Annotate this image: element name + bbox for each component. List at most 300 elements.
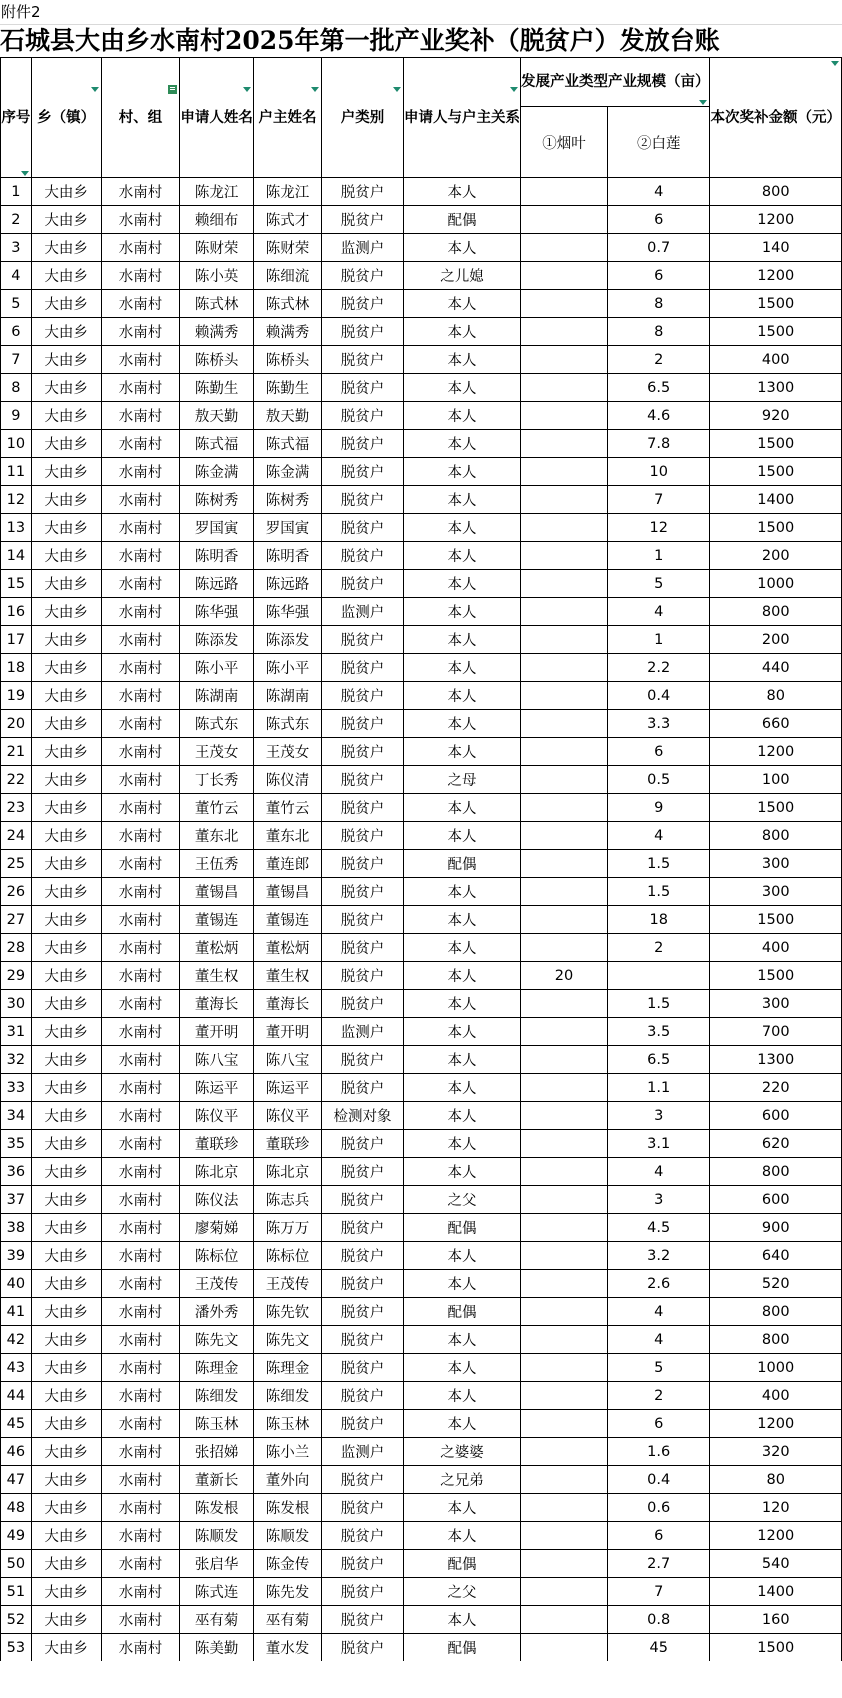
cell-township[interactable]: 大由乡 — [31, 178, 101, 206]
table-row[interactable] — [1, 710, 842, 738]
cell-lotus[interactable]: 4 — [607, 1158, 709, 1186]
cell-household-type[interactable]: 脱贫户 — [322, 178, 404, 206]
cell-household-type[interactable]: 监测户 — [322, 234, 404, 262]
cell-household-head[interactable]: 陈龙江 — [253, 178, 321, 206]
cell-household-head[interactable]: 陈先钦 — [253, 1298, 321, 1326]
cell-lotus[interactable]: 4.6 — [607, 402, 709, 430]
cell-household-type[interactable]: 监测户 — [322, 1018, 404, 1046]
cell-tobacco[interactable] — [520, 486, 607, 514]
cell-seq[interactable]: 30 — [1, 990, 32, 1018]
cell-seq[interactable]: 15 — [1, 570, 32, 598]
cell-amount[interactable]: 80 — [710, 682, 842, 710]
cell-village[interactable]: 水南村 — [101, 1130, 180, 1158]
cell-applicant[interactable]: 陈运平 — [180, 1074, 254, 1102]
cell-tobacco[interactable] — [520, 206, 607, 234]
cell-seq[interactable]: 26 — [1, 878, 32, 906]
cell-lotus[interactable]: 2.6 — [607, 1270, 709, 1298]
cell-township[interactable]: 大由乡 — [31, 262, 101, 290]
cell-applicant[interactable]: 陈桥头 — [180, 346, 254, 374]
cell-tobacco[interactable] — [520, 934, 607, 962]
cell-household-type[interactable]: 脱贫户 — [322, 1298, 404, 1326]
cell-amount[interactable]: 620 — [710, 1130, 842, 1158]
cell-applicant[interactable]: 陈标位 — [180, 1242, 254, 1270]
cell-applicant[interactable]: 陈龙江 — [180, 178, 254, 206]
cell-amount[interactable]: 1200 — [710, 206, 842, 234]
cell-township[interactable]: 大由乡 — [31, 1186, 101, 1214]
cell-village[interactable]: 水南村 — [101, 1018, 180, 1046]
table-row[interactable] — [1, 458, 842, 486]
cell-seq[interactable]: 53 — [1, 1634, 32, 1662]
table-row[interactable] — [1, 1354, 842, 1382]
cell-applicant[interactable]: 张启华 — [180, 1550, 254, 1578]
cell-township[interactable]: 大由乡 — [31, 1046, 101, 1074]
table-row[interactable] — [1, 542, 842, 570]
cell-village[interactable]: 水南村 — [101, 458, 180, 486]
table-row[interactable] — [1, 1158, 842, 1186]
cell-household-head[interactable]: 陈小兰 — [253, 1438, 321, 1466]
cell-amount[interactable]: 1200 — [710, 1410, 842, 1438]
cell-amount[interactable]: 920 — [710, 402, 842, 430]
table-row[interactable] — [1, 1102, 842, 1130]
table-row[interactable] — [1, 906, 842, 934]
cell-household-head[interactable]: 董锡昌 — [253, 878, 321, 906]
cell-tobacco[interactable] — [520, 1018, 607, 1046]
table-row[interactable] — [1, 962, 842, 990]
cell-relation[interactable]: 本人 — [403, 570, 520, 598]
filter-dropdown-icon[interactable] — [21, 171, 29, 176]
cell-relation[interactable]: 配偶 — [403, 1214, 520, 1242]
cell-household-type[interactable]: 脱贫户 — [322, 290, 404, 318]
cell-seq[interactable]: 52 — [1, 1606, 32, 1634]
cell-seq[interactable]: 13 — [1, 514, 32, 542]
cell-household-type[interactable]: 脱贫户 — [322, 458, 404, 486]
cell-household-type[interactable]: 脱贫户 — [322, 1186, 404, 1214]
cell-applicant[interactable]: 陈添发 — [180, 626, 254, 654]
cell-applicant[interactable]: 陈财荣 — [180, 234, 254, 262]
cell-household-head[interactable]: 董外向 — [253, 1466, 321, 1494]
cell-seq[interactable]: 48 — [1, 1494, 32, 1522]
cell-amount[interactable]: 300 — [710, 878, 842, 906]
cell-township[interactable]: 大由乡 — [31, 682, 101, 710]
cell-household-head[interactable]: 陈式林 — [253, 290, 321, 318]
cell-lotus[interactable]: 8 — [607, 318, 709, 346]
cell-village[interactable]: 水南村 — [101, 402, 180, 430]
cell-relation[interactable]: 配偶 — [403, 850, 520, 878]
cell-tobacco[interactable] — [520, 1186, 607, 1214]
cell-lotus[interactable]: 0.8 — [607, 1606, 709, 1634]
cell-amount[interactable]: 1500 — [710, 906, 842, 934]
cell-seq[interactable]: 2 — [1, 206, 32, 234]
cell-lotus[interactable]: 6 — [607, 738, 709, 766]
cell-seq[interactable]: 51 — [1, 1578, 32, 1606]
cell-lotus[interactable]: 2 — [607, 346, 709, 374]
cell-amount[interactable]: 520 — [710, 1270, 842, 1298]
cell-household-head[interactable]: 董竹云 — [253, 794, 321, 822]
table-row[interactable] — [1, 1382, 842, 1410]
cell-applicant[interactable]: 董联珍 — [180, 1130, 254, 1158]
cell-lotus[interactable]: 2 — [607, 1382, 709, 1410]
cell-amount[interactable]: 1500 — [710, 794, 842, 822]
cell-household-head[interactable]: 董连郎 — [253, 850, 321, 878]
cell-lotus[interactable]: 2.7 — [607, 1550, 709, 1578]
cell-household-head[interactable]: 陈财荣 — [253, 234, 321, 262]
cell-seq[interactable]: 11 — [1, 458, 32, 486]
cell-lotus[interactable]: 45 — [607, 1634, 709, 1662]
cell-amount[interactable]: 1400 — [710, 1578, 842, 1606]
cell-applicant[interactable]: 董生权 — [180, 962, 254, 990]
cell-lotus[interactable]: 6 — [607, 1410, 709, 1438]
header-applicant[interactable]: 申请人姓名 — [180, 58, 254, 178]
cell-seq[interactable]: 27 — [1, 906, 32, 934]
cell-tobacco[interactable] — [520, 1298, 607, 1326]
cell-amount[interactable]: 200 — [710, 542, 842, 570]
cell-relation[interactable]: 本人 — [403, 1354, 520, 1382]
cell-township[interactable]: 大由乡 — [31, 710, 101, 738]
cell-household-type[interactable]: 脱贫户 — [322, 486, 404, 514]
table-row[interactable] — [1, 1186, 842, 1214]
cell-tobacco[interactable] — [520, 1410, 607, 1438]
table-row[interactable] — [1, 1438, 842, 1466]
cell-lotus[interactable]: 0.4 — [607, 1466, 709, 1494]
cell-tobacco[interactable] — [520, 1354, 607, 1382]
table-row[interactable] — [1, 1298, 842, 1326]
cell-township[interactable]: 大由乡 — [31, 1326, 101, 1354]
cell-lotus[interactable]: 2.2 — [607, 654, 709, 682]
cell-applicant[interactable]: 陈小平 — [180, 654, 254, 682]
cell-amount[interactable]: 1200 — [710, 1522, 842, 1550]
cell-applicant[interactable]: 丁长秀 — [180, 766, 254, 794]
header-relation[interactable]: 申请人与户主关系 — [403, 58, 520, 178]
table-row[interactable] — [1, 682, 842, 710]
cell-applicant[interactable]: 董东北 — [180, 822, 254, 850]
cell-relation[interactable]: 本人 — [403, 962, 520, 990]
table-row[interactable] — [1, 1018, 842, 1046]
cell-seq[interactable]: 49 — [1, 1522, 32, 1550]
table-row[interactable] — [1, 878, 842, 906]
cell-household-head[interactable]: 陈式东 — [253, 710, 321, 738]
cell-township[interactable]: 大由乡 — [31, 598, 101, 626]
cell-relation[interactable]: 本人 — [403, 290, 520, 318]
table-row[interactable] — [1, 990, 842, 1018]
cell-lotus[interactable]: 3.3 — [607, 710, 709, 738]
cell-amount[interactable]: 300 — [710, 990, 842, 1018]
cell-household-type[interactable]: 检测对象 — [322, 1102, 404, 1130]
cell-tobacco[interactable] — [520, 850, 607, 878]
cell-amount[interactable]: 800 — [710, 1298, 842, 1326]
table-row[interactable] — [1, 206, 842, 234]
cell-applicant[interactable]: 陈远路 — [180, 570, 254, 598]
cell-amount[interactable]: 1500 — [710, 458, 842, 486]
cell-relation[interactable]: 本人 — [403, 1046, 520, 1074]
cell-household-head[interactable]: 董松炳 — [253, 934, 321, 962]
cell-amount[interactable]: 200 — [710, 626, 842, 654]
cell-lotus[interactable]: 4 — [607, 178, 709, 206]
table-row[interactable] — [1, 794, 842, 822]
cell-seq[interactable]: 46 — [1, 1438, 32, 1466]
cell-village[interactable]: 水南村 — [101, 1410, 180, 1438]
cell-relation[interactable]: 本人 — [403, 346, 520, 374]
cell-tobacco[interactable] — [520, 598, 607, 626]
cell-household-type[interactable]: 脱贫户 — [322, 1634, 404, 1662]
cell-lotus[interactable]: 8 — [607, 290, 709, 318]
cell-relation[interactable]: 本人 — [403, 906, 520, 934]
filter-dropdown-icon[interactable] — [91, 87, 99, 92]
cell-applicant[interactable]: 张招娣 — [180, 1438, 254, 1466]
cell-applicant[interactable]: 陈仪平 — [180, 1102, 254, 1130]
cell-township[interactable]: 大由乡 — [31, 402, 101, 430]
cell-tobacco[interactable] — [520, 318, 607, 346]
cell-seq[interactable]: 22 — [1, 766, 32, 794]
cell-applicant[interactable]: 王茂传 — [180, 1270, 254, 1298]
cell-village[interactable]: 水南村 — [101, 1046, 180, 1074]
cell-household-type[interactable]: 脱贫户 — [322, 570, 404, 598]
cell-applicant[interactable]: 陈明香 — [180, 542, 254, 570]
cell-tobacco[interactable] — [520, 542, 607, 570]
cell-village[interactable]: 水南村 — [101, 1634, 180, 1662]
cell-lotus[interactable]: 3 — [607, 1186, 709, 1214]
cell-applicant[interactable]: 董新长 — [180, 1466, 254, 1494]
cell-seq[interactable]: 42 — [1, 1326, 32, 1354]
cell-amount[interactable]: 100 — [710, 766, 842, 794]
cell-seq[interactable]: 8 — [1, 374, 32, 402]
cell-seq[interactable]: 9 — [1, 402, 32, 430]
table-row[interactable] — [1, 1522, 842, 1550]
cell-household-type[interactable]: 脱贫户 — [322, 654, 404, 682]
cell-household-type[interactable]: 脱贫户 — [322, 1522, 404, 1550]
cell-seq[interactable]: 41 — [1, 1298, 32, 1326]
cell-seq[interactable]: 24 — [1, 822, 32, 850]
cell-lotus[interactable]: 7 — [607, 1578, 709, 1606]
cell-township[interactable]: 大由乡 — [31, 794, 101, 822]
cell-applicant[interactable]: 陈北京 — [180, 1158, 254, 1186]
cell-tobacco[interactable] — [520, 1382, 607, 1410]
cell-village[interactable]: 水南村 — [101, 1382, 180, 1410]
cell-village[interactable]: 水南村 — [101, 1438, 180, 1466]
table-row[interactable] — [1, 654, 842, 682]
cell-amount[interactable]: 800 — [710, 1158, 842, 1186]
cell-relation[interactable]: 本人 — [403, 822, 520, 850]
table-row[interactable] — [1, 346, 842, 374]
cell-household-type[interactable]: 监测户 — [322, 1438, 404, 1466]
cell-relation[interactable]: 本人 — [403, 1242, 520, 1270]
cell-township[interactable]: 大由乡 — [31, 822, 101, 850]
cell-township[interactable]: 大由乡 — [31, 1130, 101, 1158]
cell-applicant[interactable]: 陈顺发 — [180, 1522, 254, 1550]
cell-applicant[interactable]: 董开明 — [180, 1018, 254, 1046]
cell-amount[interactable]: 540 — [710, 1550, 842, 1578]
cell-township[interactable]: 大由乡 — [31, 430, 101, 458]
cell-household-head[interactable]: 王茂女 — [253, 738, 321, 766]
cell-seq[interactable]: 43 — [1, 1354, 32, 1382]
cell-village[interactable]: 水南村 — [101, 1578, 180, 1606]
cell-seq[interactable]: 3 — [1, 234, 32, 262]
header-village[interactable]: 村、组 — [101, 58, 180, 178]
table-row[interactable] — [1, 290, 842, 318]
cell-village[interactable]: 水南村 — [101, 1158, 180, 1186]
cell-household-type[interactable]: 脱贫户 — [322, 682, 404, 710]
table-row[interactable] — [1, 598, 842, 626]
cell-relation[interactable]: 本人 — [403, 1382, 520, 1410]
cell-household-head[interactable]: 陈添发 — [253, 626, 321, 654]
cell-relation[interactable]: 本人 — [403, 1410, 520, 1438]
cell-household-head[interactable]: 陈八宝 — [253, 1046, 321, 1074]
cell-amount[interactable]: 80 — [710, 1466, 842, 1494]
cell-village[interactable]: 水南村 — [101, 486, 180, 514]
cell-village[interactable]: 水南村 — [101, 206, 180, 234]
cell-applicant[interactable]: 董海长 — [180, 990, 254, 1018]
cell-village[interactable]: 水南村 — [101, 906, 180, 934]
cell-township[interactable]: 大由乡 — [31, 766, 101, 794]
cell-amount[interactable]: 1000 — [710, 1354, 842, 1382]
cell-village[interactable]: 水南村 — [101, 430, 180, 458]
cell-household-head[interactable]: 陈树秀 — [253, 486, 321, 514]
cell-applicant[interactable]: 陈式连 — [180, 1578, 254, 1606]
cell-relation[interactable]: 本人 — [403, 1270, 520, 1298]
cell-lotus[interactable]: 2 — [607, 934, 709, 962]
cell-township[interactable]: 大由乡 — [31, 1494, 101, 1522]
cell-household-head[interactable]: 陈标位 — [253, 1242, 321, 1270]
filter-dropdown-icon[interactable] — [699, 100, 707, 105]
cell-lotus[interactable]: 18 — [607, 906, 709, 934]
cell-tobacco[interactable] — [520, 710, 607, 738]
cell-household-head[interactable]: 董水发 — [253, 1634, 321, 1662]
cell-village[interactable]: 水南村 — [101, 1270, 180, 1298]
table-row[interactable] — [1, 486, 842, 514]
cell-amount[interactable]: 600 — [710, 1102, 842, 1130]
cell-lotus[interactable]: 0.4 — [607, 682, 709, 710]
cell-township[interactable]: 大由乡 — [31, 1242, 101, 1270]
cell-village[interactable]: 水南村 — [101, 1242, 180, 1270]
cell-seq[interactable]: 12 — [1, 486, 32, 514]
cell-amount[interactable]: 1500 — [710, 430, 842, 458]
cell-village[interactable]: 水南村 — [101, 1074, 180, 1102]
cell-applicant[interactable]: 董锡昌 — [180, 878, 254, 906]
cell-tobacco[interactable] — [520, 1634, 607, 1662]
cell-applicant[interactable]: 敖天勤 — [180, 402, 254, 430]
table-row[interactable] — [1, 1326, 842, 1354]
cell-tobacco[interactable] — [520, 234, 607, 262]
filter-dropdown-icon[interactable] — [510, 87, 518, 92]
cell-lotus[interactable]: 1.1 — [607, 1074, 709, 1102]
cell-relation[interactable]: 本人 — [403, 990, 520, 1018]
cell-village[interactable]: 水南村 — [101, 934, 180, 962]
cell-village[interactable]: 水南村 — [101, 850, 180, 878]
table-row[interactable] — [1, 1494, 842, 1522]
cell-household-head[interactable]: 陈理金 — [253, 1354, 321, 1382]
cell-seq[interactable]: 29 — [1, 962, 32, 990]
cell-village[interactable]: 水南村 — [101, 1522, 180, 1550]
cell-relation[interactable]: 本人 — [403, 1606, 520, 1634]
cell-lotus[interactable]: 1 — [607, 626, 709, 654]
cell-seq[interactable]: 4 — [1, 262, 32, 290]
cell-amount[interactable]: 800 — [710, 822, 842, 850]
cell-applicant[interactable]: 潘外秀 — [180, 1298, 254, 1326]
cell-amount[interactable]: 1200 — [710, 738, 842, 766]
table-row[interactable] — [1, 374, 842, 402]
cell-lotus[interactable]: 4 — [607, 822, 709, 850]
cell-township[interactable]: 大由乡 — [31, 458, 101, 486]
cell-household-head[interactable]: 陈细发 — [253, 1382, 321, 1410]
cell-applicant[interactable]: 赖细布 — [180, 206, 254, 234]
cell-amount[interactable]: 440 — [710, 654, 842, 682]
cell-lotus[interactable]: 6 — [607, 206, 709, 234]
cell-household-type[interactable]: 脱贫户 — [322, 542, 404, 570]
cell-relation[interactable]: 本人 — [403, 878, 520, 906]
table-row[interactable] — [1, 1578, 842, 1606]
cell-household-head[interactable]: 陈志兵 — [253, 1186, 321, 1214]
cell-relation[interactable]: 本人 — [403, 654, 520, 682]
cell-amount[interactable]: 1400 — [710, 486, 842, 514]
cell-tobacco[interactable] — [520, 1550, 607, 1578]
cell-household-head[interactable]: 陈勤生 — [253, 374, 321, 402]
cell-village[interactable]: 水南村 — [101, 822, 180, 850]
cell-amount[interactable]: 800 — [710, 178, 842, 206]
cell-township[interactable]: 大由乡 — [31, 626, 101, 654]
cell-tobacco[interactable] — [520, 1494, 607, 1522]
cell-relation[interactable]: 之父 — [403, 1578, 520, 1606]
cell-household-type[interactable]: 脱贫户 — [322, 1130, 404, 1158]
cell-township[interactable]: 大由乡 — [31, 1634, 101, 1662]
cell-relation[interactable]: 本人 — [403, 626, 520, 654]
filter-dropdown-icon[interactable] — [311, 87, 319, 92]
table-row[interactable] — [1, 766, 842, 794]
cell-lotus[interactable] — [607, 962, 709, 990]
cell-applicant[interactable]: 陈湖南 — [180, 682, 254, 710]
cell-lotus[interactable]: 0.5 — [607, 766, 709, 794]
cell-seq[interactable]: 39 — [1, 1242, 32, 1270]
cell-household-type[interactable]: 脱贫户 — [322, 738, 404, 766]
cell-tobacco[interactable] — [520, 1522, 607, 1550]
cell-seq[interactable]: 50 — [1, 1550, 32, 1578]
cell-household-head[interactable]: 陈细流 — [253, 262, 321, 290]
cell-relation[interactable]: 配偶 — [403, 1550, 520, 1578]
cell-lotus[interactable]: 10 — [607, 458, 709, 486]
cell-township[interactable]: 大由乡 — [31, 1578, 101, 1606]
cell-tobacco[interactable] — [520, 346, 607, 374]
cell-amount[interactable]: 320 — [710, 1438, 842, 1466]
cell-village[interactable]: 水南村 — [101, 1326, 180, 1354]
cell-seq[interactable]: 38 — [1, 1214, 32, 1242]
cell-household-type[interactable]: 脱贫户 — [322, 766, 404, 794]
cell-household-type[interactable]: 脱贫户 — [322, 1046, 404, 1074]
header-township[interactable]: 乡（镇） — [31, 58, 101, 178]
cell-amount[interactable]: 1000 — [710, 570, 842, 598]
cell-village[interactable]: 水南村 — [101, 178, 180, 206]
cell-township[interactable]: 大由乡 — [31, 374, 101, 402]
cell-relation[interactable]: 之兄弟 — [403, 1466, 520, 1494]
cell-applicant[interactable]: 赖满秀 — [180, 318, 254, 346]
cell-household-head[interactable]: 陈先文 — [253, 1326, 321, 1354]
cell-household-head[interactable]: 陈金满 — [253, 458, 321, 486]
cell-township[interactable]: 大由乡 — [31, 514, 101, 542]
cell-amount[interactable]: 1300 — [710, 1046, 842, 1074]
cell-village[interactable]: 水南村 — [101, 346, 180, 374]
cell-relation[interactable]: 本人 — [403, 514, 520, 542]
cell-applicant[interactable]: 陈细发 — [180, 1382, 254, 1410]
cell-applicant[interactable]: 陈理金 — [180, 1354, 254, 1382]
cell-relation[interactable]: 本人 — [403, 1074, 520, 1102]
cell-applicant[interactable]: 陈仪法 — [180, 1186, 254, 1214]
cell-tobacco[interactable] — [520, 654, 607, 682]
cell-relation[interactable]: 本人 — [403, 794, 520, 822]
cell-amount[interactable]: 1300 — [710, 374, 842, 402]
cell-seq[interactable]: 25 — [1, 850, 32, 878]
cell-relation[interactable]: 本人 — [403, 738, 520, 766]
cell-tobacco[interactable] — [520, 794, 607, 822]
header-industry-scale[interactable]: 发展产业类型产业规模（亩） — [520, 58, 710, 107]
cell-amount[interactable]: 600 — [710, 1186, 842, 1214]
cell-tobacco[interactable] — [520, 430, 607, 458]
